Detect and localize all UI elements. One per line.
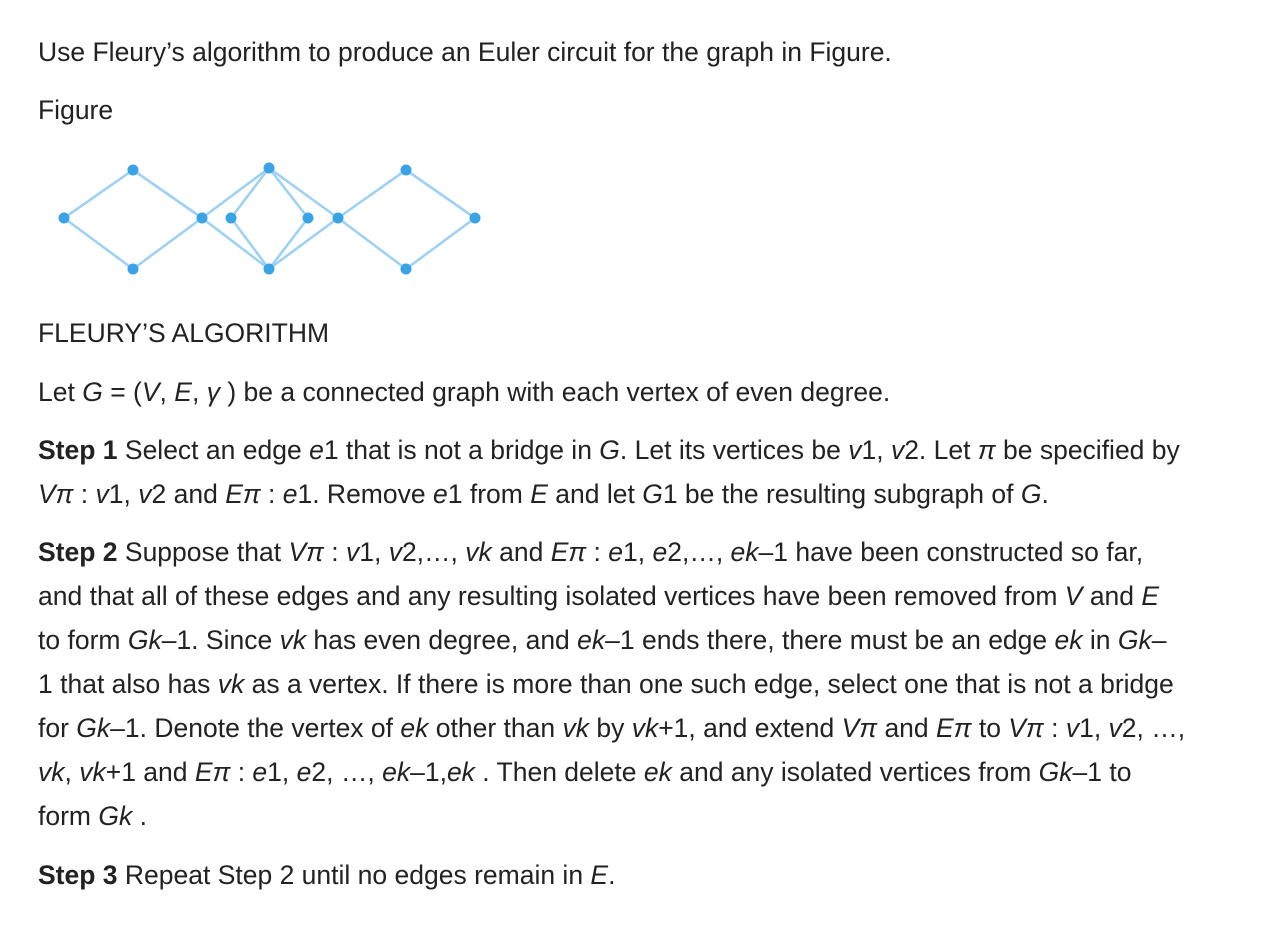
figure-label: Figure <box>38 95 114 125</box>
graph-edge <box>338 218 406 269</box>
step-2-line-7: form Gk . <box>38 801 147 831</box>
step-1-line-1: Step 1 Select an edge e1 that is not a bridge in G. Let its vertices be v1, v2. Let π be specified by <box>38 435 1180 465</box>
graph-vertex <box>226 213 237 224</box>
step-3-label: Step 3 <box>38 860 118 890</box>
step-1-label: Step 1 <box>38 435 118 465</box>
graph-vertex <box>128 264 139 275</box>
step-2-line-6: vk, vk+1 and Eπ : e1, e2, …, ek–1,ek . Then delete ek and any isolated vertices from Gk–1 to <box>38 757 1132 787</box>
graph-edge <box>64 218 133 269</box>
step-3: Step 3 Repeat Step 2 until no edges remain in E. <box>38 860 616 890</box>
graph-vertex <box>264 264 275 275</box>
graph-vertex <box>197 213 208 224</box>
graph-edge <box>406 170 475 218</box>
step-2-label: Step 2 <box>38 537 118 567</box>
step-2-line-4: 1 that also has vk as a vertex. If there is more than one such edge, select one that is not a bridge <box>38 669 1174 699</box>
graph-edge <box>338 170 406 218</box>
graph-figure <box>56 155 506 285</box>
graph-vertex <box>333 213 344 224</box>
step-2-line-2: and that all of these edges and any resulting isolated vertices have been removed from V and E <box>38 581 1160 611</box>
step-1-line-2: Vπ : v1, v2 and Eπ : e1. Remove e1 from E and let G1 be the resulting subgraph of G. <box>38 479 1049 509</box>
step-2-line-1: Step 2 Suppose that Vπ : v1, v2,…, vk and Eπ : e1, e2,…, ek–1 have been constructed so far, <box>38 537 1144 567</box>
graph-vertex <box>59 213 70 224</box>
graph-edge <box>133 170 202 218</box>
graph-vertex <box>264 163 275 174</box>
graph-edges <box>64 168 475 269</box>
step-2-line-5: for Gk–1. Denote the vertex of ek other than vk by vk+1, and extend Vπ and Eπ to Vπ : v1, v2, …, <box>38 713 1186 743</box>
step-2-line-3: to form Gk–1. Since vk has even degree, and ek–1 ends there, there must be an edge ek in Gk– <box>38 625 1167 655</box>
graph-vertex <box>303 213 314 224</box>
graph-vertex <box>401 165 412 176</box>
question-text: Use Fleury’s algorithm to produce an Euler circuit for the graph in Figure. <box>38 37 892 67</box>
algorithm-title: FLEURY’S ALGORITHM <box>38 318 330 348</box>
algorithm-intro: Let G = (V, E, γ ) be a connected graph with each vertex of even degree. <box>38 377 891 407</box>
graph-vertex <box>128 165 139 176</box>
graph-edge <box>64 170 133 218</box>
step-2 <box>38 530 1253 838</box>
graph-edge <box>406 218 475 269</box>
step-1 <box>38 428 1253 516</box>
graph-edge <box>133 218 202 269</box>
graph-vertex <box>401 264 412 275</box>
graph-vertex <box>470 213 481 224</box>
